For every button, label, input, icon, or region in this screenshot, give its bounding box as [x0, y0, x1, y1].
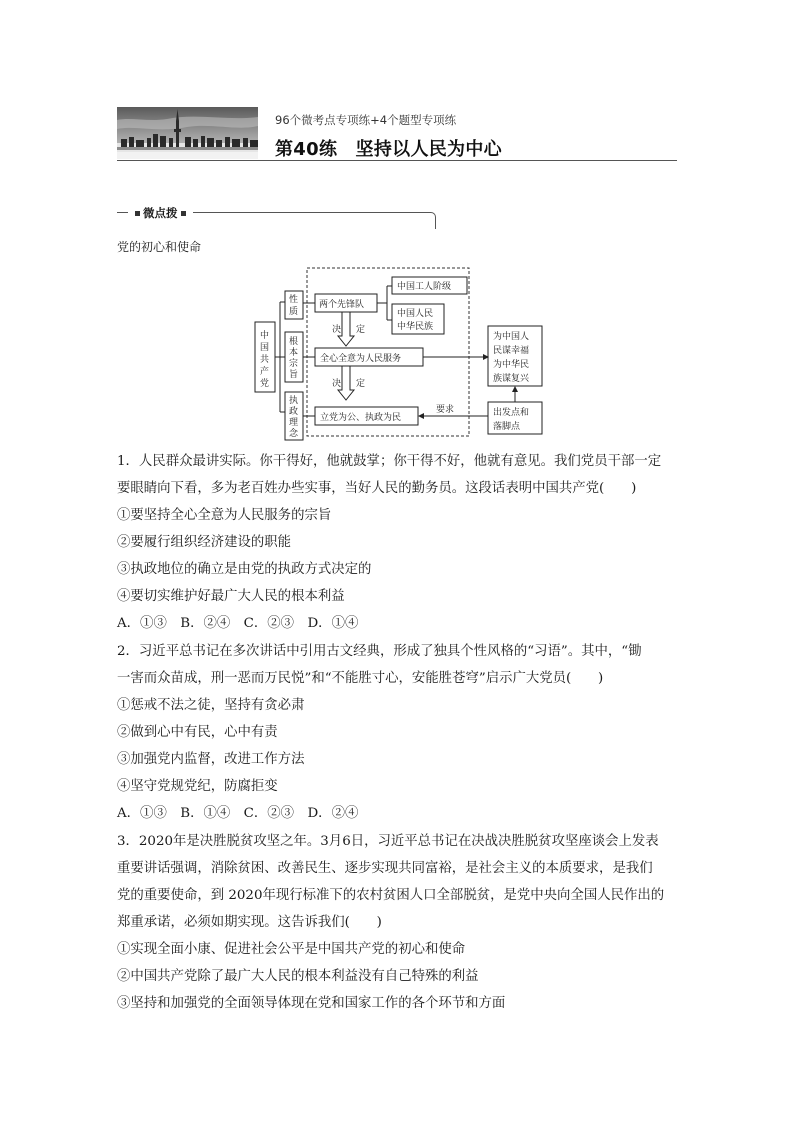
mission-text: 为中国人 — [493, 332, 530, 342]
header-divider — [117, 160, 677, 161]
q1-stem-line: 要眼睛向下看，多为老百姓办些实事，当好人民的勤务员。这段话表明中国共产党( ) — [117, 481, 637, 496]
decide-char: 决 — [332, 379, 342, 389]
q3-option: ②中国共产党除了最广大人民的根本利益没有自己特殊的利益 — [117, 969, 479, 984]
q2-stem-line: 2．习近平总书记在多次讲话中引用古文经典，形成了独具个性风格的“习语”。其中，“锄 — [117, 644, 642, 659]
nation-text: 中国人民 — [397, 309, 434, 319]
q1-answer-choices: A．①③ B．②④ C．②③ D．①④ — [117, 616, 359, 631]
q3-stem-line: 郑重承诺，必须如期实现。这告诉我们( ) — [117, 915, 382, 930]
require-text: 要求 — [436, 405, 455, 415]
q1-stem-line: 1．人民群众最讲实际。你干得好，他就鼓掌；你干得不好，他就有意见。我们党员干部一定 — [117, 454, 662, 469]
root-char: 党 — [260, 379, 270, 389]
mission-text: 为中华民 — [493, 360, 530, 370]
aspect-char: 质 — [289, 307, 299, 317]
decide-char: 决 — [332, 325, 342, 335]
root-char: 中 — [260, 331, 270, 341]
vanguard-text: 两个先锋队 — [319, 300, 365, 310]
class-text: 中国工人阶级 — [397, 282, 452, 292]
mission-text: 民谋幸福 — [493, 346, 530, 356]
origin-text: 出发点和 — [493, 408, 530, 418]
q2-option: ①惩戒不法之徒，坚持有贪必肃 — [117, 698, 305, 713]
q3-stem-line: 3．2020年是决胜脱贫攻坚之年。3月6日，习近平总书记在决战决胜脱贫攻坚座谈会上发表 — [117, 834, 659, 849]
q1-option: ③执政地位的确立是由党的执政方式决定的 — [117, 562, 372, 577]
square-bullet-icon — [181, 211, 186, 216]
q1-option: ①要坚持全心全意为人民服务的宗旨 — [117, 508, 332, 523]
concept-diagram — [250, 264, 550, 444]
q3-option: ①实现全面小康、促进社会公平是中国共产党的初心和使命 — [117, 942, 466, 957]
bracket-line — [275, 302, 285, 412]
q3-option: ③坚持和加强党的全面领导体现在党和国家工作的各个环节和方面 — [117, 996, 506, 1011]
aspect-char: 宗 — [289, 359, 299, 369]
service-text: 全心全意为人民服务 — [320, 354, 402, 364]
root-char: 共 — [260, 355, 270, 365]
aspect-char: 性 — [289, 295, 299, 305]
mission-text: 族谋复兴 — [493, 374, 530, 384]
header-banner-image — [117, 107, 258, 159]
square-bullet-icon — [135, 211, 140, 216]
tip-label — [128, 205, 193, 221]
aspect-char: 政 — [289, 407, 299, 417]
aspect-char: 根 — [289, 337, 299, 347]
aspect-char: 理 — [289, 418, 299, 428]
decide-char: 定 — [356, 325, 366, 335]
page-title: 第40练 坚持以人民为中心 — [275, 139, 502, 160]
decide-char: 定 — [356, 379, 366, 389]
aspect-char: 旨 — [289, 370, 299, 380]
header-subtitle: 96个微考点专项练+4个题型专项练 — [275, 113, 457, 127]
aspect-char: 执 — [289, 396, 299, 406]
vanguard-fork — [377, 286, 392, 320]
section-heading: 党的初心和使命 — [117, 240, 202, 254]
tip-label-text: 微点拨 — [143, 206, 178, 220]
q2-stem-line: 一害而众苗成，刑一恶而万民悦”和“不能胜寸心，安能胜苍穹”启示广大党员( ) — [117, 671, 604, 686]
origin-text: 落脚点 — [493, 422, 521, 432]
governing-text: 立党为公、执政为民 — [320, 413, 402, 423]
q3-stem-line: 重要讲话强调，消除贫困、改善民生、逐步实现共同富裕，是社会主义的本质要求，是我们 — [117, 861, 653, 876]
root-char: 产 — [260, 367, 270, 377]
q1-option: ④要切实维护好最广大人民的根本利益 — [117, 589, 345, 604]
q2-option: ②做到心中有民，心中有责 — [117, 725, 278, 740]
aspect-char: 本 — [289, 348, 299, 358]
q2-option: ③加强党内监督，改进工作方法 — [117, 752, 305, 767]
q2-answer-choices: A．①③ B．①④ C．②③ D．②④ — [117, 806, 359, 821]
q3-stem-line: 党的重要使命，到 2020年现行标准下的农村贫困人口全部脱贫，是党中央向全国人民作出的 — [117, 888, 665, 903]
nation-text: 中华民族 — [397, 322, 434, 332]
aspect-char: 念 — [289, 429, 299, 439]
q1-option: ②要履行组织经济建设的职能 — [117, 535, 292, 550]
q2-option: ④坚守党规党纪，防腐拒变 — [117, 779, 278, 794]
root-char: 国 — [260, 343, 270, 353]
